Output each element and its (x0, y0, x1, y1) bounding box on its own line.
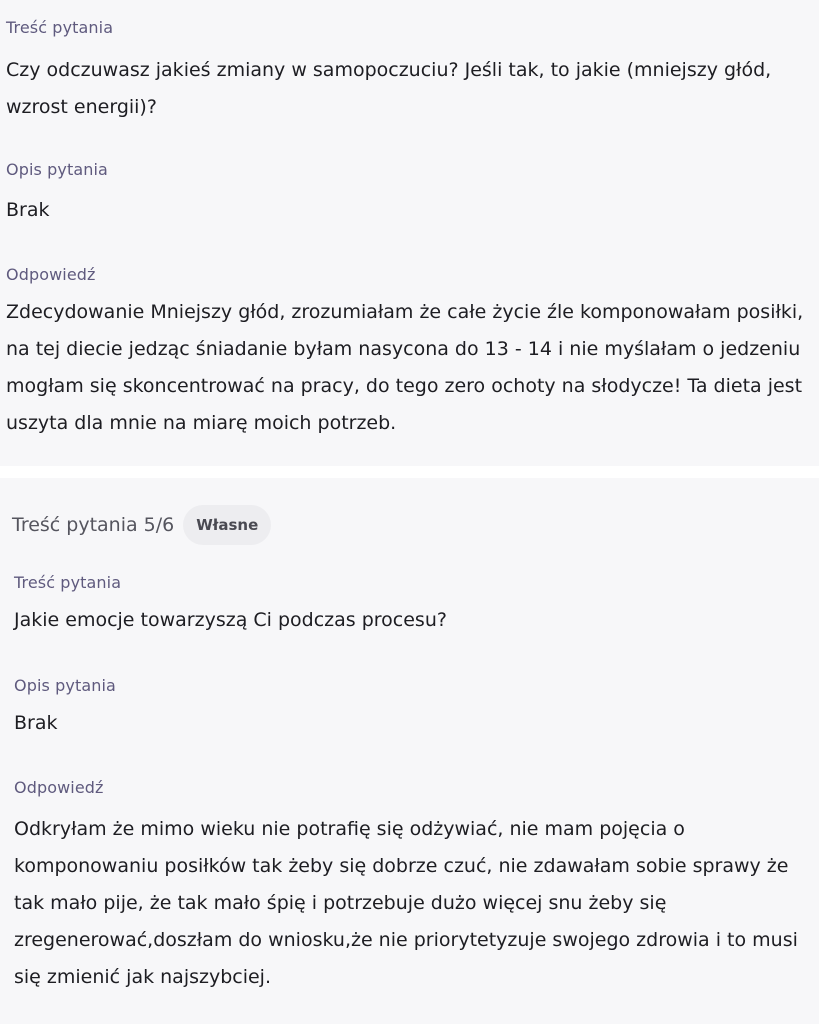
section-header (12, 505, 271, 545)
section-title: Treść pytania 5/6 (12, 514, 175, 536)
description-label: Opis pytania (6, 160, 108, 179)
question-label: Treść pytania (14, 573, 122, 592)
answer-text: Zdecydowanie Mniejszy głód, zrozumiałam że całe życie źle komponowałam posiłki, na tej diecie jedząc śniadanie byłam nasycona do 13 - 14 i nie myślałam o jedzeniu mogłam się skoncentrować na pracy, do tego zero ochoty na słodycze! Ta dieta jest uszyta dla mnie na miarę moich potrzeb. (6, 301, 804, 434)
question-card-5 (0, 478, 819, 1024)
description-text: Brak (6, 199, 50, 221)
answer-label: Odpowiedź (6, 265, 96, 284)
question-card-previous (0, 0, 819, 466)
answer-text: Odkryłam że mimo wieku nie potrafię się odżywiać, nie mam pojęcia o komponowaniu posiłków tak żeby się dobrze czuć, nie zdawałam sobie sprawy że tak mało pije, że tak mało śpię i potrzebuje dużo więcej snu żeby się zregenerować,doszłam do wniosku,że nie priorytetyzuje swojego zdrowia i to musi się zmienić jak najszybciej. (14, 818, 798, 988)
question-text: Jakie emocje towarzyszą Ci podczas procesu? (14, 609, 447, 631)
question-label: Treść pytania (6, 18, 114, 37)
description-text: Brak (14, 712, 58, 734)
answer-label: Odpowiedź (14, 778, 104, 797)
custom-question-badge: Własne (183, 505, 271, 545)
description-label: Opis pytania (14, 676, 116, 695)
question-text: Czy odczuwasz jakieś zmiany w samopoczuciu? Jeśli tak, to jakie (mniejszy głód, wzrost energii)? (6, 59, 772, 118)
